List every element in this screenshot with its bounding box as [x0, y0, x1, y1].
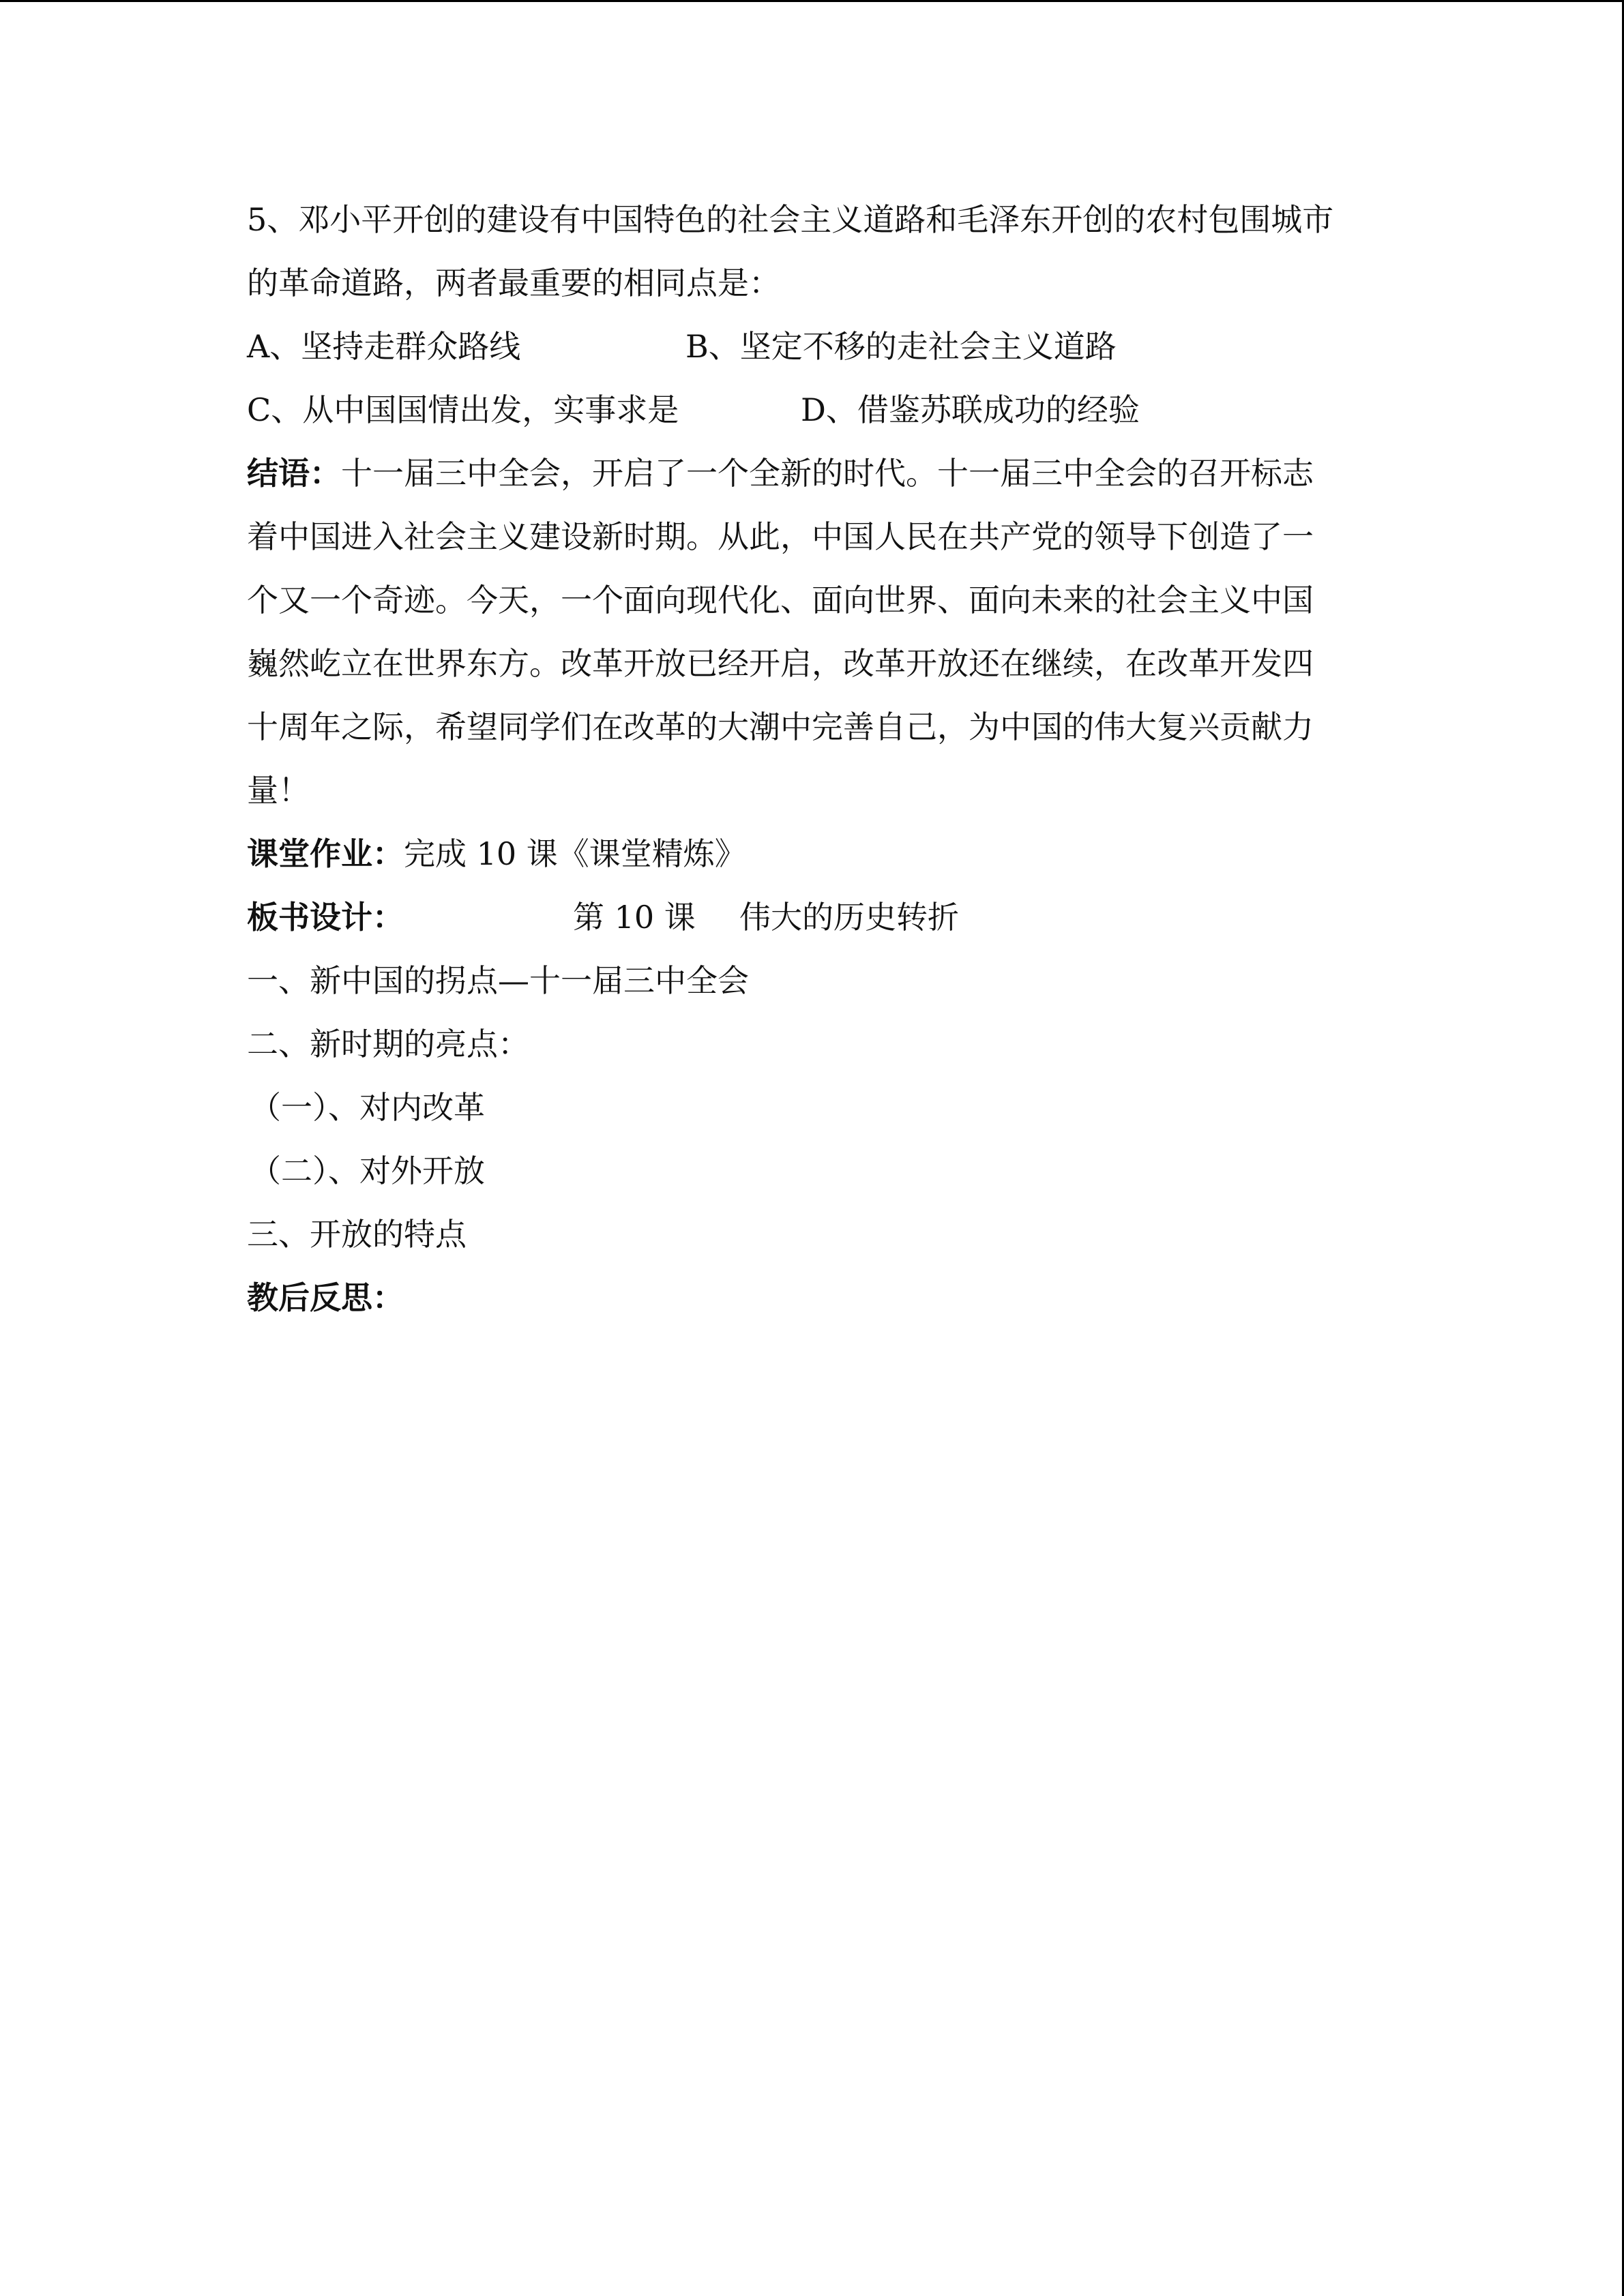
options-row-cd: [247, 378, 1379, 442]
homework-label: 课堂作业：: [247, 835, 404, 872]
question-stem-line-1: 5、邓小平开创的建设有中国特色的社会主义道路和毛泽东开创的农村包围城市: [247, 201, 1334, 238]
lesson-number: 第 10 课: [573, 899, 696, 936]
board-design-label: 板书设计：: [247, 899, 404, 936]
conclusion-line-5: 十周年之际，希望同学们在改革的大潮中完善自己，为中国的伟大复兴贡献力: [247, 709, 1314, 745]
option-a: A、坚持走群众路线: [247, 328, 521, 365]
option-d: D、借鉴苏联成功的经验: [801, 391, 1140, 428]
question-stem-line-2: 的革命道路，两者最重要的相同点是：: [247, 265, 780, 301]
page-border-top: [0, 0, 1624, 2]
conclusion-line-1: [247, 442, 1379, 505]
options-row-ab: [247, 315, 1379, 378]
conclusion-text-1: 十一届三中全会，开启了一个全新的时代。十一届三中全会的召开标志: [341, 455, 1314, 492]
board-item-2-sub-1: （一）、对内改革: [250, 1089, 485, 1126]
conclusion-line-2: 着中国进入社会主义建设新时期。从此，中国人民在共产党的领导下创造了一: [247, 518, 1314, 555]
conclusion-line-4: 巍然屹立在世界东方。改革开放已经开启，改革开放还在继续，在改革开发四: [247, 645, 1314, 682]
option-b: B、坚定不移的走社会主义道路: [685, 328, 1117, 365]
board-item-3: 三、开放的特点: [247, 1216, 467, 1253]
homework-line: [247, 822, 1379, 886]
homework-text: 完成 10 课《课堂精炼》: [404, 835, 746, 872]
conclusion-line-3: 个又一个奇迹。今天，一个面向现代化、面向世界、面向未来的社会主义中国: [247, 582, 1314, 618]
option-c: C、从中国国情出发，实事求是: [247, 391, 679, 428]
lesson-title: 伟大的历史转折: [739, 899, 959, 936]
conclusion-line-6: 量！: [247, 772, 310, 809]
document-body: [247, 188, 1379, 1330]
board-item-2-sub-2: （二）、对外开放: [250, 1152, 485, 1189]
board-item-1: 一、新中国的拐点—十一届三中全会: [247, 962, 749, 999]
board-item-2: 二、新时期的亮点：: [247, 1026, 529, 1062]
reflection-label: 教后反思：: [247, 1279, 404, 1316]
conclusion-label: 结语：: [247, 455, 341, 492]
board-design-header: [247, 886, 1379, 949]
